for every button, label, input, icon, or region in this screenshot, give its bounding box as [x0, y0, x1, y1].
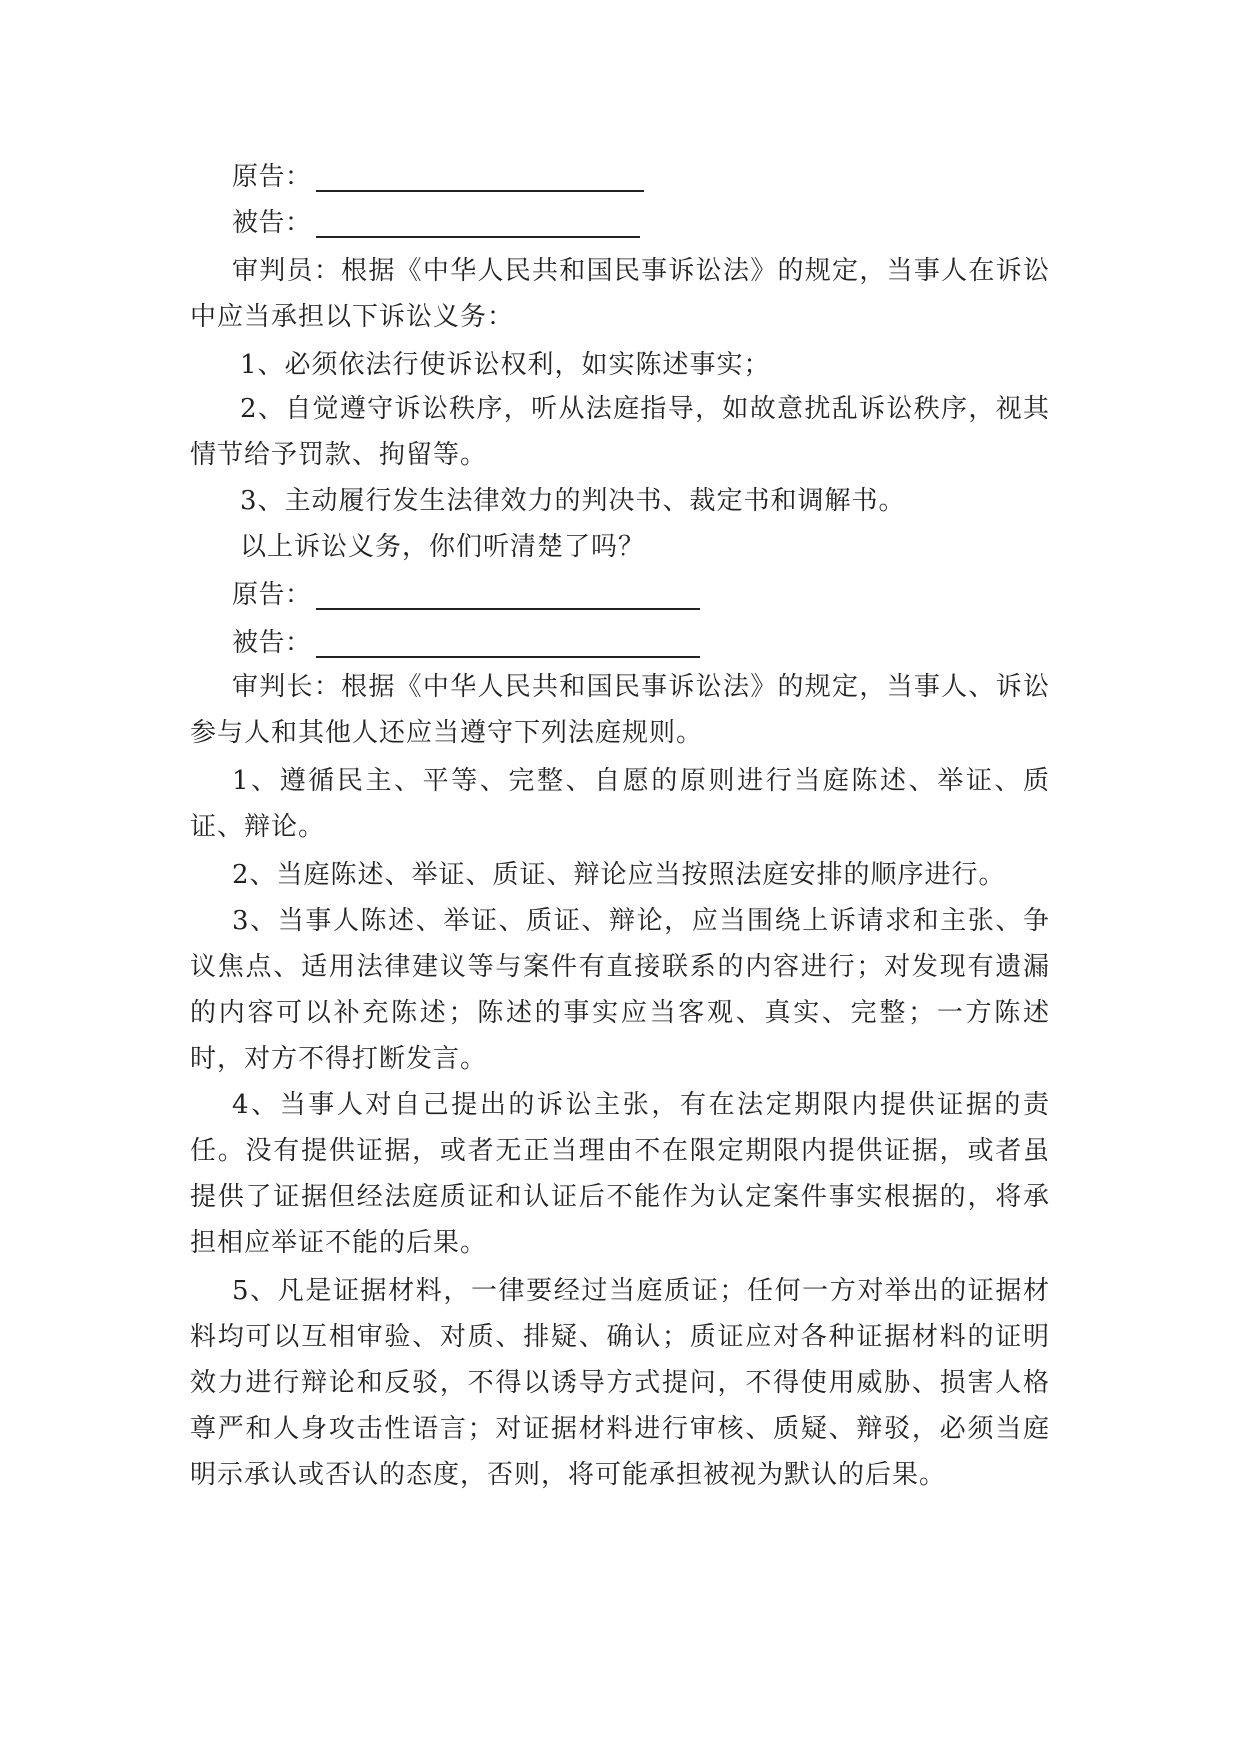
plaintiff-label: 原告： [232, 580, 312, 610]
plaintiff-blank [316, 166, 644, 192]
rule-item-1: 1、遵循民主、平等、完整、自愿的原则进行当庭陈述、举证、质证、辩论。 [190, 766, 1050, 842]
chief-judge-rules-intro: 审判长：根据《中华人民共和国民事诉讼法》的规定，当事人、诉讼参与人和其他人还应当遵守下列法庭规则。 [190, 672, 1050, 748]
defendant-blank [316, 212, 640, 238]
duty-question: 以上诉讼义务，你们听清楚了吗？ [240, 532, 646, 562]
duty-item-1: 1、必须依法行使诉讼权利，如实陈述事实； [240, 350, 771, 380]
rule-item-3: 3、当事人陈述、举证、质证、辩论，应当围绕上诉请求和主张、争议焦点、适用法律建议等与案件有直接联系的内容进行；对发现有遗漏的内容可以补充陈述；陈述的事实应当客观、真实、完整；一方陈述时，对方不得打断发言。 [190, 906, 1050, 1074]
duty-item-2: 2、自觉遵守诉讼秩序，听从法庭指导，如故意扰乱诉讼秩序，视其情节给予罚款、拘留等。 [190, 394, 1050, 470]
rule-item-5: 5、凡是证据材料，一律要经过当庭质证；任何一方对举出的证据材料均可以互相审验、对质、排疑、确认；质证应对各种证据材料的证明效力进行辩论和反驳，不得以诱导方式提问，不得使用威胁、损害人格尊严和人身攻击性语言；对证据材料进行审核、质疑、辩驳，必须当庭明示承认或否认的态度，否则，将可能承担被视为默认的后果。 [190, 1276, 1050, 1490]
rule-item-2: 2、当庭陈述、举证、质证、辩论应当按照法庭安排的顺序进行。 [232, 860, 1006, 890]
defendant-line-2 [232, 628, 700, 658]
defendant-label: 被告： [232, 208, 312, 238]
plaintiff-label: 原告： [232, 162, 312, 192]
defendant-label: 被告： [232, 628, 312, 658]
plaintiff-line-2 [232, 580, 700, 610]
defendant-line-1 [232, 208, 640, 238]
plaintiff-blank [316, 584, 700, 610]
rule-item-4: 4、当事人对自己提出的诉讼主张，有在法定期限内提供证据的责任。没有提供证据，或者无正当理由不在限定期限内提供证据，或者虽提供了证据但经法庭质证和认证后不能作为认定案件事实根据的，将承担相应举证不能的后果。 [190, 1090, 1050, 1258]
judge-duties-intro: 审判员：根据《中华人民共和国民事诉讼法》的规定，当事人在诉讼中应当承担以下诉讼义务： [190, 256, 1050, 332]
defendant-blank [316, 632, 700, 658]
duty-item-3: 3、主动履行发生法律效力的判决书、裁定书和调解书。 [240, 486, 906, 516]
plaintiff-line-1 [232, 162, 644, 192]
